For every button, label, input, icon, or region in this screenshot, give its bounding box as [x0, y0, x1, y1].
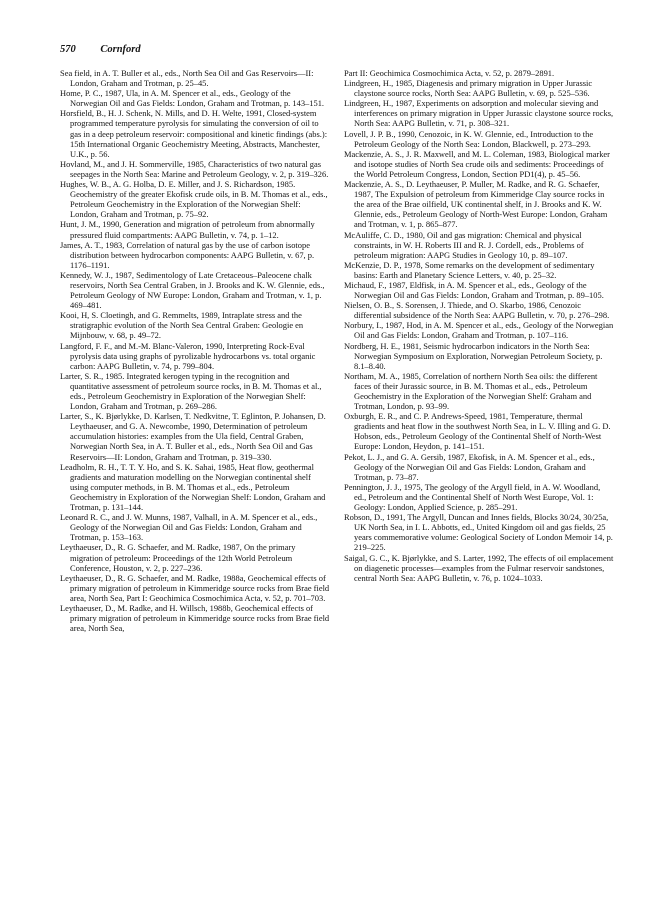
reference-entry: Sea field, in A. T. Buller et al., eds., North Sea Oil and Gas Reservoirs—II: London, Graham and Trotman, p. 25–45. — [60, 68, 314, 89]
reference-entry: Saigal, G. C., K. Bjørlykke, and S. Larter, 1992, The effects of oil emplacement on diagenetic processes—examples from the Fulmar reservoir sandstones, central North Sea: AAPG Bulletin, v. 76, p. 1024–1033. — [344, 552, 614, 583]
reference-entry: Lovell, J. P. B., 1990, Cenozoic, in K. W. Glennie, ed., Introduction to the Petroleum Geology of the North Sea: London, Blackwell, p. 273–293. — [344, 128, 594, 149]
reference-entry: Oxburgh, E. R., and C. P. Andrews-Speed, 1981, Temperature, thermal gradients and heat flow in the southwest North Sea, in L. V. Illing and G. D. Hobson, eds., Petroleum Geology of the Continental Shelf of North-West Europe: London, Heydon, p. 141–151. — [344, 411, 611, 452]
reference-entry: Lindgreen, H., 1985, Diagenesis and primary migration in Upper Jurassic claystone source rocks, North Sea: AAPG Bulletin, v. 69, p. 525–536. — [344, 78, 593, 99]
reference-entry: Pekot, L. J., and G. A. Gersib, 1987, Ekofisk, in A. M. Spencer et al., eds., Geology of the Norwegian Oil and Gas Fields: London, Graham and Trotman, p. 73–87. — [344, 451, 595, 482]
reference-entry: Hughes, W. B., A. G. Holba, D. E. Miller, and J. S. Richardson, 1985. Geochemistry of the greater Ekofisk crude oils, in B. M. Thomas et al., eds., Petroleum Geochemistry in the Exploration of the Norwegian Shelf: London, Graham and Trotman, p. 75–92. — [60, 179, 328, 220]
reference-entry: Home, P. C., 1987, Ula, in A. M. Spencer et al., eds., Geology of the Norwegian Oil and Gas Fields: London, Graham and Trotman, p. 143–151. — [60, 88, 325, 109]
reference-column-left — [60, 68, 330, 633]
reference-entry: Leythaeuser, D., M. Radke, and H. Willsch, 1988b, Geochemical effects of primary migration of petroleum in Kimmeridge source rocks from Brae field area, North Sea, — [60, 602, 330, 634]
reference-entry: Nielsen, O. B., S. Sorensen, J. Thiede, and O. Skarbo, 1986, Cenozoic differential subsidence of the North Sea: AAPG Bulletin, v. 70, p. 276–298. — [344, 300, 610, 321]
reference-entry: Kennedy, W. J., 1987, Sedimentology of Late Cretaceous–Paleocene chalk reservoirs, North Sea Central Graben, in J. Brooks and K. W. Glennie, eds., Petroleum Geology of NW Europe: London, Graham and Trotman, v. 1, p. 469–481. — [60, 269, 325, 311]
reference-entry: Nordberg, H. E., 1981, Seismic hydrocarbon indicators in the North Sea: Norwegian Symposium on Exploration, Norwegian Petroleum Society, p. 8.1–8.40. — [344, 340, 603, 371]
page-number: 570 — [60, 44, 76, 55]
reference-entry: McKenzie, D. P., 1978, Some remarks on the development of sedimentary basins: Earth and Planetary Science Letters, v. 40, p. 25–32. — [344, 259, 595, 280]
reference-entry: Michaud, F., 1987, Eldfisk, in A. M. Spencer et al., eds., Geology of the Norwegian Oil and Gas Fields: London, Graham and Trotman, p. 89–105. — [344, 279, 604, 301]
reference-entry: Pennington, J. J., 1975, The geology of the Argyll field, in A. W. Woodland, ed., Petroleum and the Continental Shelf of North West Europe, Vol. 1: Geology: London, Applied Science, p. 285–291. — [344, 481, 601, 513]
reference-entry: Larter, S. R., 1985. Integrated kerogen typing in the recognition and quantitative assessment of petroleum source rocks, in B. M. Thomas et al., eds., Petroleum Geochemistry in Exploration of the Norwegian Shelf: London, Graham and Trotman, p. 269–286. — [60, 370, 322, 412]
reference-entry: James, A. T., 1983, Correlation of natural gas by the use of carbon isotope distribution between hydrocarbon components: AAPG Bulletin, v. 67, p. 1176–1191. — [60, 239, 315, 270]
reference-entry: Leythaeuser, D., R. G. Schaefer, and M. Radke, 1987, On the primary migration of petroleum: Proceedings of the 12th World Petroleum Conference, Houston, v. 2, p. 227–236. — [60, 542, 296, 573]
reference-entry: Robson, D., 1991, The Argyll, Duncan and Innes fields, Blocks 30/24, 30/25a, UK North Sea, in I. L. Abbotts, ed., United Kingdom oil and gas fields, 25 years commemorative volume: Geological Society of London Memoir 14, p. 219–225. — [344, 512, 613, 553]
running-head-author: Cornford — [100, 44, 141, 55]
reference-entry: Leadholm, R. H., T. T. Y. Ho, and S. K. Sahai, 1985, Heat flow, geothermal gradients and maturation modelling on the Norwegian continental shelf using computer methods, in B. M. Thomas et al., eds., Petroleum Geochemistry in Exploration of the Norwegian Shelf: London, Graham and Trotman, p. 131–144. — [60, 461, 326, 513]
reference-entry: Lindgreen, H., 1987, Experiments on adsorption and molecular sieving and interferences on primary migration in Upper Jurassic claystone source rocks, North Sea: AAPG Bulletin, v. 71, p. 308–321. — [344, 98, 614, 129]
reference-entry: Northam, M. A., 1985, Correlation of northern North Sea oils: the different faces of their Jurassic source, in B. M. Thomas et al., eds., Petroleum Geochemistry in the Exploration of the Norwegian Shelf: Graham and Trotman, London, p. 93–99. — [344, 370, 598, 412]
reference-entry: Hovland, M., and J. H. Sommerville, 1985, Characteristics of two natural gas seepages in the North Sea: Marine and Petroleum Geology, v. 2, p. 319–326. — [60, 158, 329, 179]
reference-entry: Leythaeuser, D., R. G. Schaefer, and M. Radke, 1988a, Geochemical effects of primary migration of petroleum in Kimmeridge source rocks from Brae field area, North Sea, Part I: Geochimica Cosmochimica Acta, v. 52, p. 701–703. — [60, 572, 330, 603]
reference-entry: Hunt, J. M., 1990, Generation and migration of petroleum from abnormally pressured fluid compartments: AAPG Bulletin, v. 74, p. 1–12. — [60, 219, 315, 240]
reference-entry: Kooi, H, S. Cloetingh, and G. Remmelts, 1989, Intraplate stress and the stratigraphic evolution of the North Sea Central Graben: Geologie en Mijnbouw, v. 68, p. 49–72. — [60, 310, 304, 341]
reference-entry: Mackenzie, A. S., J. R. Maxwell, and M. L. Coleman, 1983, Biological marker and isotope studies of North Sea crude oils and sediments: Proceedings of the World Petroleum Congress, London, Section PD1(4), p. 45–56. — [344, 148, 610, 179]
reference-entry: Part II: Geochimica Cosmochimica Acta, v. 52, p. 2879–2891. — [344, 68, 555, 78]
reference-entry: Langford, F. F., and M.-M. Blanc-Valeron, 1990, Interpreting Rock-Eval pyrolysis data using graphs of pyrolizable hydrocarbons vs. total organic carbon: AAPG Bulletin, v. 74, p. 799–804. — [60, 340, 316, 371]
reference-column-right — [344, 68, 614, 583]
running-header — [60, 44, 141, 55]
reference-entry: Mackenzie, A. S., D. Leythaeuser, P. Muller, M. Radke, and R. G. Schaefer, 1987, The Expulsion of petroleum from Kimmeridge Clay source rocks in the area of the Brae oilfield, UK continental shelf, in J. Brooks and K. W. Glennie, eds., Petroleum Geology of North-West Europe: London, Graham and Trotman, v. 1, p. 865–877. — [344, 179, 608, 230]
reference-entry: Norbury, I., 1987, Hod, in A. M. Spencer et al., eds., Geology of the Norwegian Oil and Gas Fields: London, Graham and Trotman, p. 107–116. — [344, 320, 614, 341]
reference-entry: Larter, S., K. Bjørlykke, D. Karlsen, T. Nedkvitne, T. Eglinton, P. Johansen, D. Leythaeuser, and G. A. Newcombe, 1990, Determination of petroleum accumulation histories: examples from the Ula field, Central Graben, Norwegian North Sea, in A. T. Buller et al., eds., North Sea Oil and Gas Reservoirs—II: London, Graham and Trotman, p. 319–330. — [60, 411, 326, 462]
reference-entry: McAuliffe, C. D., 1980, Oil and gas migration: Chemical and physical constraints, in W. H. Roberts III and R. J. Cordell, eds., Problems of petroleum migration: AAPG Studies in Geology 10, p. 89–107. — [344, 229, 584, 260]
reference-entry: Leonard R. C., and J. W. Munns, 1987, Valhall, in A. M. Spencer et al., eds., Geology of the Norwegian Oil and Gas Fields: London, Graham and Trotman, p. 153–163. — [60, 512, 318, 543]
reference-entry: Horsfield, B., H. J. Schenk, N. Mills, and D. H. Welte, 1991, Closed-system programmed temperature pyrolysis for simulating the conversion of oil to gas in a deep petroleum reservoir: compositional and kinetic findings (abs.): 15th International Organic Geochemistry Meeting, Abstracts, Manchester, U.K., p. 56. — [60, 108, 328, 159]
